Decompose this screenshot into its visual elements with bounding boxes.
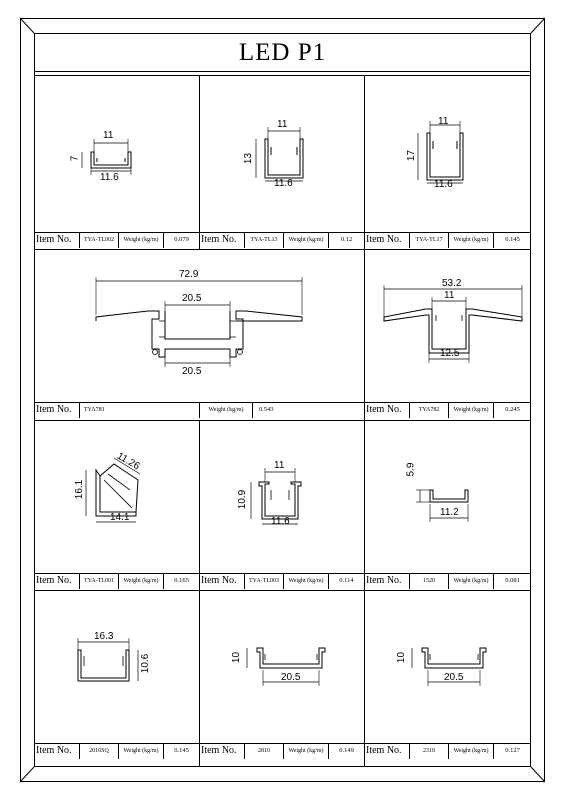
dim-overall-width: 53.2 <box>442 278 462 289</box>
item-code: TYA781 <box>80 402 200 418</box>
title-divider <box>34 71 531 72</box>
item-label-row-tl002 <box>34 232 199 248</box>
dim-width-bottom: 20.5 <box>281 672 301 683</box>
profile-drawing-2016sq <box>34 590 199 743</box>
page-title: LED P1 <box>238 39 327 66</box>
dim-height: 10.6 <box>140 653 152 674</box>
weight-value: 0.127 <box>505 747 520 754</box>
dim-height: 17 <box>406 149 418 162</box>
weight-value: 0.149 <box>339 747 354 754</box>
weight-label: Weight (kg/m) <box>449 402 494 418</box>
weight-label: Weight (kg/m) <box>119 573 164 589</box>
item-no-label: Item No. <box>199 743 245 759</box>
profile-cell-tl13 <box>199 75 364 232</box>
dim-width-top: 11 <box>103 130 114 141</box>
dim-inner-width-top: 20.5 <box>182 293 202 304</box>
profile-cell-tl001 <box>34 420 199 573</box>
dim-width-bottom: 11.6 <box>434 179 453 190</box>
item-label-row-tya781 <box>34 402 364 418</box>
profile-drawing-tya782 <box>364 249 531 402</box>
dim-height: 5.9 <box>405 462 417 477</box>
weight-label: Weight (kg/m) <box>449 743 494 759</box>
item-no-label: Item No. <box>34 232 80 248</box>
item-no-label: Item No. <box>199 573 245 589</box>
profile-cell-2310 <box>364 590 531 743</box>
profile-drawing-2310 <box>364 590 531 743</box>
dim-overall-width: 72.9 <box>179 269 199 280</box>
item-code: 2016SQ <box>80 743 119 759</box>
item-label-row-tl003 <box>199 573 364 589</box>
item-no-label: Item No. <box>364 743 410 759</box>
profile-cell-2016sq <box>34 590 199 743</box>
weight-value: 0.081 <box>505 577 520 584</box>
profile-cell-1520 <box>364 420 531 573</box>
dim-width-bottom: 11.6 <box>100 172 119 183</box>
weight-label: Weight (kg/m) <box>284 573 329 589</box>
item-code: 1520 <box>410 573 449 589</box>
profile-drawing-tya781 <box>34 249 364 402</box>
item-code: 2310 <box>410 743 449 759</box>
profile-drawing-2810 <box>199 590 364 743</box>
dim-height: 16.1 <box>74 479 86 500</box>
item-no-label: Item No. <box>34 402 80 418</box>
dim-height: 10.9 <box>237 489 249 510</box>
weight-value: 0.12 <box>340 236 353 243</box>
item-code: TYA-TL003 <box>245 573 284 589</box>
dim-width-bottom: 11.6 <box>271 516 290 527</box>
dim-width-top: 11 <box>277 119 288 130</box>
item-no-label: Item No. <box>364 232 410 248</box>
dim-diagonal: 11.26 <box>114 450 142 473</box>
item-code: TYA-TL17 <box>410 232 449 248</box>
profile-cell-2810 <box>199 590 364 743</box>
weight-label: Weight (kg/m) <box>449 573 494 589</box>
dim-width-bottom: 11.2 <box>440 507 459 518</box>
weight-value: 0.079 <box>174 236 189 243</box>
dim-height: 7 <box>69 155 81 162</box>
item-label-row-1520 <box>364 573 531 589</box>
dim-width-bottom: 20.5 <box>444 672 464 683</box>
profile-drawing-tl001 <box>34 420 199 573</box>
profile-cell-tl17 <box>364 75 531 232</box>
weight-value: 0.543 <box>259 406 274 413</box>
dim-width-bottom: 14.1 <box>110 512 130 523</box>
profile-cell-tya782 <box>364 249 531 402</box>
weight-label: Weight (kg/m) <box>284 232 329 248</box>
dim-height: 10 <box>396 651 408 664</box>
item-code: TYA-TL13 <box>245 232 284 248</box>
weight-label: Weight (kg/m) <box>200 402 253 418</box>
weight-value: 0.245 <box>505 406 520 413</box>
item-label-row-2016sq <box>34 743 199 759</box>
dim-width-bottom: 11.6 <box>274 178 293 189</box>
weight-label: Weight (kg/m) <box>449 232 494 248</box>
dim-height: 13 <box>243 152 255 165</box>
dim-inner-width-top: 11 <box>444 290 455 301</box>
item-code: TYA-TL002 <box>80 232 119 248</box>
weight-value: 0.114 <box>339 577 354 584</box>
profile-cell-tl002 <box>34 75 199 232</box>
weight-value: 0.145 <box>174 747 189 754</box>
dim-width-top: 11 <box>438 116 449 127</box>
dim-inner-width-bottom: 12.5 <box>440 348 460 359</box>
dim-width-top: 16.3 <box>94 631 114 642</box>
weight-label: Weight (kg/m) <box>284 743 329 759</box>
profile-drawing-tl003 <box>199 420 364 573</box>
weight-value: 0.165 <box>174 577 189 584</box>
profile-drawing-tl13 <box>199 75 364 232</box>
profile-drawing-1520 <box>364 420 531 573</box>
profile-cell-tya781 <box>34 249 364 402</box>
weight-label: Weight (kg/m) <box>119 232 164 248</box>
item-label-row-tl17 <box>364 232 531 248</box>
dim-inner-width-bottom: 20.5 <box>182 366 202 377</box>
item-no-label: Item No. <box>364 573 410 589</box>
item-no-label: Item No. <box>34 573 80 589</box>
item-label-row-tl13 <box>199 232 364 248</box>
weight-label: Weight (kg/m) <box>119 743 164 759</box>
item-no-label: Item No. <box>364 402 410 418</box>
profile-cell-tl003 <box>199 420 364 573</box>
weight-value: 0.145 <box>505 236 520 243</box>
item-code: TYA-TL001 <box>80 573 119 589</box>
item-label-row-tya782 <box>364 402 531 418</box>
item-label-row-2810 <box>199 743 364 759</box>
item-code: TYA782 <box>410 402 449 418</box>
dim-height: 10 <box>231 651 243 664</box>
item-label-row-tl001 <box>34 573 199 589</box>
profile-drawing-tl17 <box>364 75 531 232</box>
item-no-label: Item No. <box>199 232 245 248</box>
item-no-label: Item No. <box>34 743 80 759</box>
profile-drawing-tl002 <box>34 75 199 232</box>
dim-width-top: 11 <box>274 460 285 471</box>
item-label-row-2310 <box>364 743 531 759</box>
item-code: 2810 <box>245 743 284 759</box>
